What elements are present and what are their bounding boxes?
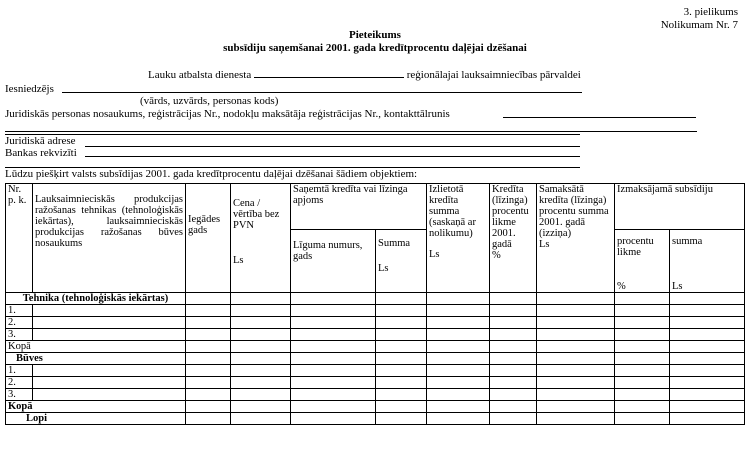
table-cell[interactable] xyxy=(186,317,231,329)
row-number: 2. xyxy=(6,377,33,389)
table-cell[interactable] xyxy=(427,377,490,389)
table-cell[interactable] xyxy=(376,401,427,413)
legal-entity-field-line2[interactable] xyxy=(5,131,697,132)
table-cell[interactable] xyxy=(186,341,231,353)
applicant-label: Iesniedzējs xyxy=(5,83,54,95)
table-cell[interactable] xyxy=(490,413,537,425)
table-cell[interactable] xyxy=(615,293,670,305)
request-text: Lūdzu piešķirt valsts subsīdijas 2001. gada kredītprocentu daļējai dzēšanai šādiem objektiem: xyxy=(5,168,418,180)
total-label: Kopā xyxy=(6,341,186,353)
table-cell[interactable] xyxy=(186,353,231,365)
table-cell[interactable] xyxy=(670,317,745,329)
annex-label xyxy=(661,6,738,32)
annex-number: 3. pielikums xyxy=(683,6,738,18)
table-cell[interactable] xyxy=(670,293,745,305)
table-cell[interactable] xyxy=(231,353,291,365)
table-cell[interactable] xyxy=(376,293,427,305)
table-cell[interactable] xyxy=(670,329,745,341)
department-name-field[interactable] xyxy=(254,68,404,78)
table-cell[interactable] xyxy=(490,317,537,329)
table-cell[interactable] xyxy=(670,389,745,401)
table-cell[interactable] xyxy=(186,305,231,317)
table-cell[interactable] xyxy=(186,389,231,401)
header-price-text: Cena / vērtība bez PVN xyxy=(233,198,280,231)
table-cell[interactable] xyxy=(231,401,291,413)
table-cell[interactable] xyxy=(537,305,615,317)
table-cell[interactable] xyxy=(291,413,376,425)
table-cell[interactable] xyxy=(33,365,186,377)
table-cell[interactable] xyxy=(186,293,231,305)
legal-entity-field[interactable] xyxy=(503,117,696,118)
header-contract-text: Līguma numurs, gads xyxy=(293,240,363,262)
table-cell[interactable] xyxy=(615,353,670,365)
table-cell[interactable] xyxy=(427,401,490,413)
table-cell[interactable] xyxy=(537,317,615,329)
table-cell[interactable] xyxy=(376,377,427,389)
header-product: Lauksaimnieciskās produkcijas ražošanas tehnikas (tehnoloģiskās iekārtas), lauksaimnieciskās produkcijas ražošanas būves nosaukums xyxy=(33,184,186,293)
table-cell[interactable] xyxy=(670,305,745,317)
table-cell[interactable] xyxy=(670,401,745,413)
header-payout-sum-text: summa xyxy=(672,236,703,247)
table-cell[interactable] xyxy=(231,377,291,389)
table-cell[interactable] xyxy=(291,377,376,389)
document-subtitle: subsīdiju saņemšanai 2001. gada kredītprocentu daļējai dzēšanai xyxy=(223,42,527,54)
header-price-unit: Ls xyxy=(233,255,244,266)
header-nr: Nr. p. k. xyxy=(6,184,33,293)
table-cell[interactable] xyxy=(490,293,537,305)
header-paid-text: Samaksātā kredīta (līzinga) procentu summa 2001. gadā (izziņa) xyxy=(539,184,609,239)
annex-regulation: Nolikumam Nr. 7 xyxy=(660,19,738,31)
header-row-top xyxy=(6,184,745,230)
department-prefix: Lauku atbalsta dienesta xyxy=(148,69,252,81)
table-cell[interactable] xyxy=(291,341,376,353)
table-cell[interactable] xyxy=(490,329,537,341)
header-payout-sum xyxy=(670,230,745,293)
header-sum xyxy=(376,230,427,293)
header-used xyxy=(427,184,490,293)
table-cell[interactable] xyxy=(291,317,376,329)
header-rate-unit: % xyxy=(492,250,501,261)
table-cell[interactable] xyxy=(376,353,427,365)
table-row xyxy=(6,329,745,341)
table-cell[interactable] xyxy=(670,365,745,377)
section-title: Būves xyxy=(6,353,186,365)
header-payout-rate xyxy=(615,230,670,293)
applicant-field[interactable] xyxy=(62,92,582,93)
table-cell[interactable] xyxy=(537,413,615,425)
table-cell[interactable] xyxy=(291,329,376,341)
table-cell[interactable] xyxy=(615,365,670,377)
table-cell[interactable] xyxy=(231,329,291,341)
table-cell[interactable] xyxy=(376,341,427,353)
table-cell[interactable] xyxy=(376,317,427,329)
table-cell[interactable] xyxy=(537,341,615,353)
header-credit: Saņemtā kredīta vai līzinga apjoms xyxy=(291,184,427,230)
table-cell[interactable] xyxy=(427,353,490,365)
table-cell[interactable] xyxy=(427,305,490,317)
table-cell[interactable] xyxy=(376,329,427,341)
section-row-buves xyxy=(6,353,745,365)
table-row xyxy=(6,305,745,317)
table-cell[interactable] xyxy=(427,389,490,401)
section-row-tehnika xyxy=(6,293,745,305)
table-cell[interactable] xyxy=(615,305,670,317)
table-cell[interactable] xyxy=(615,377,670,389)
table-row xyxy=(6,317,745,329)
table-cell[interactable] xyxy=(291,305,376,317)
table-cell[interactable] xyxy=(291,365,376,377)
table-cell[interactable] xyxy=(490,365,537,377)
total-row xyxy=(6,401,745,413)
table-cell[interactable] xyxy=(376,365,427,377)
table-cell[interactable] xyxy=(427,341,490,353)
table-cell[interactable] xyxy=(231,305,291,317)
header-payout-rate-unit: % xyxy=(617,281,626,292)
table-cell[interactable] xyxy=(490,341,537,353)
table-cell[interactable] xyxy=(376,305,427,317)
legal-entity-field-line3[interactable] xyxy=(5,134,580,135)
table-cell[interactable] xyxy=(33,305,186,317)
table-cell[interactable] xyxy=(376,389,427,401)
table-cell[interactable] xyxy=(537,353,615,365)
table-cell[interactable] xyxy=(490,377,537,389)
table-cell[interactable] xyxy=(186,365,231,377)
table-cell[interactable] xyxy=(231,365,291,377)
table-cell[interactable] xyxy=(291,401,376,413)
table-cell[interactable] xyxy=(537,293,615,305)
table-cell[interactable] xyxy=(291,389,376,401)
table-row xyxy=(6,377,745,389)
table-cell[interactable] xyxy=(490,401,537,413)
row-number: 1. xyxy=(6,305,33,317)
table-cell[interactable] xyxy=(670,413,745,425)
header-rate xyxy=(490,184,537,293)
total-label: Kopā xyxy=(6,401,186,413)
section-title: Lopi xyxy=(6,413,186,425)
section-title: Tehnika (tehnoloģiskās iekārtas) xyxy=(6,293,186,305)
table-cell[interactable] xyxy=(427,365,490,377)
table-cell[interactable] xyxy=(490,353,537,365)
header-paid xyxy=(537,184,615,293)
table-cell[interactable] xyxy=(670,353,745,365)
header-used-unit: Ls xyxy=(429,249,440,260)
table-cell[interactable] xyxy=(537,389,615,401)
table-cell[interactable] xyxy=(537,329,615,341)
header-sum-unit: Ls xyxy=(378,263,389,274)
table-cell[interactable] xyxy=(615,389,670,401)
objects-table xyxy=(5,183,745,425)
table-cell[interactable] xyxy=(427,413,490,425)
row-number: 2. xyxy=(6,317,33,329)
table-row xyxy=(6,365,745,377)
row-number: 3. xyxy=(6,329,33,341)
table-cell[interactable] xyxy=(291,353,376,365)
table-cell[interactable] xyxy=(427,329,490,341)
department-suffix: reģionālajai lauksaimniecības pārvaldei xyxy=(406,69,581,81)
department-line xyxy=(148,68,581,81)
table-cell[interactable] xyxy=(231,389,291,401)
table-cell[interactable] xyxy=(537,365,615,377)
table-cell[interactable] xyxy=(427,293,490,305)
table-row xyxy=(6,389,745,401)
header-rate-text: Kredīta (līzinga) procentu likme 2001. gadā xyxy=(492,184,529,250)
table-cell[interactable] xyxy=(231,341,291,353)
header-sum-text: Summa xyxy=(378,238,411,249)
table-cell[interactable] xyxy=(670,377,745,389)
table-cell[interactable] xyxy=(537,401,615,413)
table-cell[interactable] xyxy=(490,305,537,317)
table-cell[interactable] xyxy=(615,413,670,425)
applicant-hint: (vārds, uzvārds, personas kods) xyxy=(140,95,279,107)
header-payout-rate-text: procentu likme xyxy=(617,236,654,258)
table-cell[interactable] xyxy=(490,389,537,401)
table-cell[interactable] xyxy=(186,377,231,389)
table-cell[interactable] xyxy=(670,341,745,353)
table-cell[interactable] xyxy=(186,413,231,425)
table-cell[interactable] xyxy=(376,413,427,425)
table-cell[interactable] xyxy=(231,293,291,305)
table-cell[interactable] xyxy=(615,341,670,353)
header-payout: Izmaksājamā subsīdiju xyxy=(615,184,745,230)
table-cell[interactable] xyxy=(537,377,615,389)
row-number: 3. xyxy=(6,389,33,401)
table-cell[interactable] xyxy=(33,389,186,401)
header-year: Iegādes gads xyxy=(186,184,231,293)
table-cell[interactable] xyxy=(615,329,670,341)
table-cell[interactable] xyxy=(427,317,490,329)
header-paid-unit: Ls xyxy=(539,239,550,250)
table-cell[interactable] xyxy=(615,317,670,329)
header-contract xyxy=(291,230,376,293)
legal-address-field[interactable] xyxy=(85,146,580,147)
header-used-text: Izlietotā kredīta summa (saskaņā ar nolikumu) xyxy=(429,184,476,239)
bank-field[interactable] xyxy=(85,156,580,157)
table-cell[interactable] xyxy=(186,329,231,341)
table-cell[interactable] xyxy=(33,317,186,329)
table-cell[interactable] xyxy=(33,329,186,341)
bank-label: Bankas rekvizīti xyxy=(5,147,77,159)
table-cell[interactable] xyxy=(33,377,186,389)
legal-address-label: Juridiskā adrese xyxy=(5,135,76,147)
table-cell[interactable] xyxy=(186,401,231,413)
table-cell[interactable] xyxy=(615,401,670,413)
row-number: 1. xyxy=(6,365,33,377)
section-row-lopi xyxy=(6,413,745,425)
table-cell[interactable] xyxy=(231,413,291,425)
header-payout-sum-unit: Ls xyxy=(672,281,683,292)
table-cell[interactable] xyxy=(231,317,291,329)
total-row xyxy=(6,341,745,353)
legal-entity-label: Juridiskās personas nosaukums, reģistrācijas Nr., nodokļu maksātāja reģistrācijas Nr., kontakttālrunis xyxy=(5,108,450,120)
header-price xyxy=(231,184,291,293)
document-title: Pieteikums xyxy=(349,29,401,41)
table-cell[interactable] xyxy=(291,293,376,305)
